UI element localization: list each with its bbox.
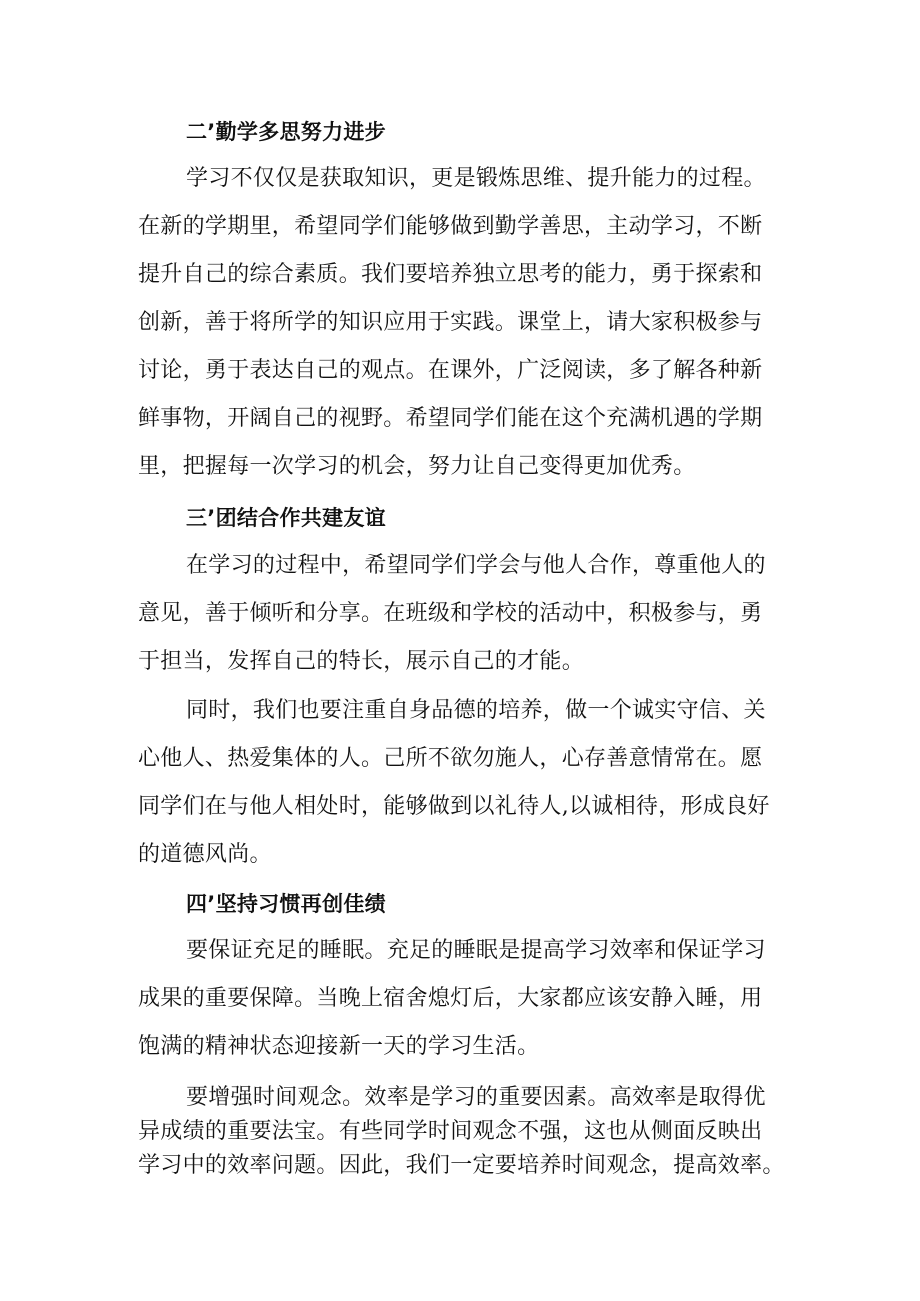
paragraph-line: 要保证充足的睡眠。充足的睡眠是提高学习效率和保证学习 bbox=[186, 938, 766, 963]
paragraph-line: 心他人、热爱集体的人。己所不欲勿施人，心存善意情常在。愿 bbox=[138, 746, 763, 771]
paragraph-line: 鲜事物，开阔自己的视野。希望同学们能在这个充满机遇的学期 bbox=[138, 406, 763, 431]
paragraph-line: 意见，善于倾听和分享。在班级和学校的活动中，积极参与，勇 bbox=[138, 601, 763, 626]
section-heading: 二’勤学多思努力进步 bbox=[186, 120, 386, 144]
paragraph-line: 成果的重要保障。当晚上宿舍熄灯后，大家都应该安静入睡，用 bbox=[138, 986, 763, 1011]
paragraph-line: 在新的学期里，希望同学们能够做到勤学善思，主动学习，不断 bbox=[138, 214, 763, 239]
paragraph-line: 里，把握每一次学习的机会，努力让自己变得更加优秀。 bbox=[138, 454, 696, 479]
paragraph-line: 同学们在与他人相处时，能够做到以礼待人,以诚相待，形成良好 bbox=[138, 794, 770, 819]
paragraph-line: 的道德风尚。 bbox=[138, 842, 272, 867]
section-heading: 四’坚持习惯再创佳绩 bbox=[186, 892, 386, 916]
paragraph-line: 异成绩的重要法宝。有些同学时间观念不强，这也从侧面反映出 bbox=[138, 1119, 763, 1144]
paragraph-line: 要增强时间观念。效率是学习的重要因素。高效率是取得优 bbox=[186, 1085, 766, 1110]
paragraph-line: 创新，善于将所学的知识应用于实践。课堂上，请大家积极参与 bbox=[138, 310, 763, 335]
paragraph-line: 学习不仅仅是获取知识，更是锻炼思维、提升能力的过程。 bbox=[186, 166, 766, 191]
paragraph-line: 提升自己的综合素质。我们要培养独立思考的能力，勇于探索和 bbox=[138, 262, 763, 287]
paragraph-line: 在学习的过程中，希望同学们学会与他人合作，尊重他人的 bbox=[186, 553, 766, 578]
paragraph-line: 饱满的精神状态迎接新一天的学习生活。 bbox=[138, 1034, 540, 1059]
paragraph-line: 讨论，勇于表达自己的观点。在课外，广泛阅读，多了解各种新 bbox=[138, 358, 763, 383]
section-heading: 三’团结合作共建友谊 bbox=[186, 506, 386, 530]
paragraph-line: 同时，我们也要注重自身品德的培养，做一个诚实守信、关 bbox=[186, 698, 766, 723]
paragraph-line: 学习中的效率问题。因此，我们一定要培养时间观念，提高效率。 bbox=[138, 1153, 785, 1178]
paragraph-line: 于担当，发挥自己的特长，展示自己的才能。 bbox=[138, 649, 585, 674]
